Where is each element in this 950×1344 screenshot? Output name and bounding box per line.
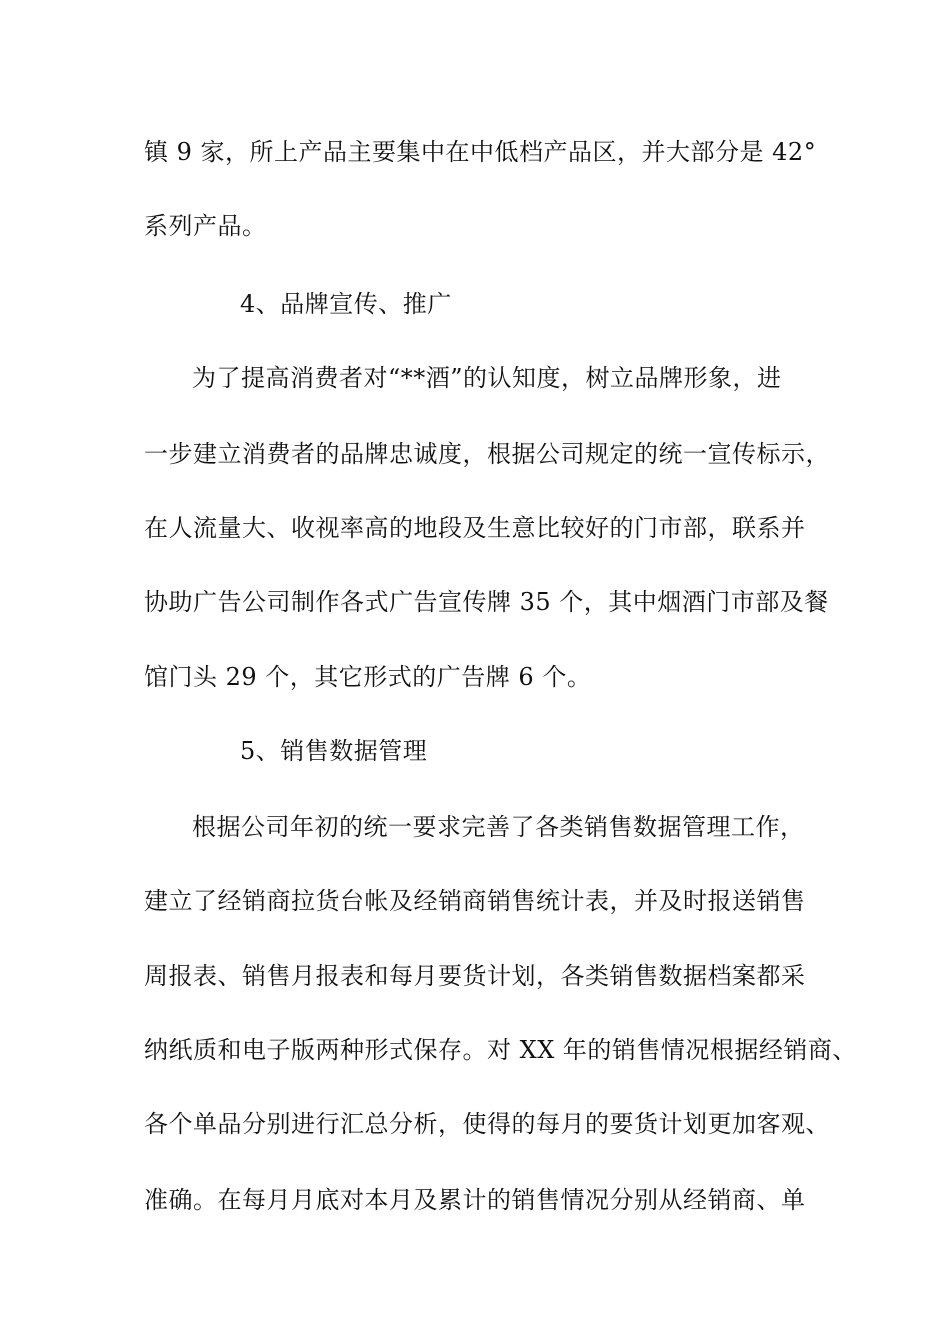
body-text-line: 周报表、销售月报表和每月要货计划，各类销售数据档案都采 <box>144 962 806 990</box>
body-text-line: 建立了经销商拉货台帐及经销商销售统计表，并及时报送销售 <box>144 887 806 915</box>
section-heading-brand-promotion: 4、品牌宣传、推广 <box>240 290 452 318</box>
body-text-line: 在人流量大、收视率高的地段及生意比较好的门市部，联系并 <box>144 514 806 542</box>
body-text-line: 准确。在每月月底对本月及累计的销售情况分别从经销商、单 <box>144 1186 806 1214</box>
body-text-line: 镇 9 家，所上产品主要集中在中低档产品区，并大部分是 42° <box>144 138 817 166</box>
body-text-line: 各个单品分别进行汇总分析，使得的每月的要货计划更加客观、 <box>144 1110 830 1138</box>
body-text-line: 系列产品。 <box>144 212 267 240</box>
section-heading-sales-data: 5、销售数据管理 <box>240 737 428 765</box>
body-text-line: 馆门头 29 个，其它形式的广告牌 6 个。 <box>144 663 592 691</box>
body-text-line: 协助广告公司制作各式广告宣传牌 35 个，其中烟酒门市部及餐 <box>144 588 829 616</box>
body-text-line: 纳纸质和电子版两种形式保存。对 XX 年的销售情况根据经销商、 <box>144 1036 857 1064</box>
body-text-line: 一步建立消费者的品牌忠诚度，根据公司规定的统一宣传标示， <box>144 440 830 468</box>
body-text-line: 根据公司年初的统一要求完善了各类销售数据管理工作， <box>192 813 805 841</box>
body-text-line: 为了提高消费者对“**酒”的认知度，树立品牌形象，进 <box>192 364 782 392</box>
